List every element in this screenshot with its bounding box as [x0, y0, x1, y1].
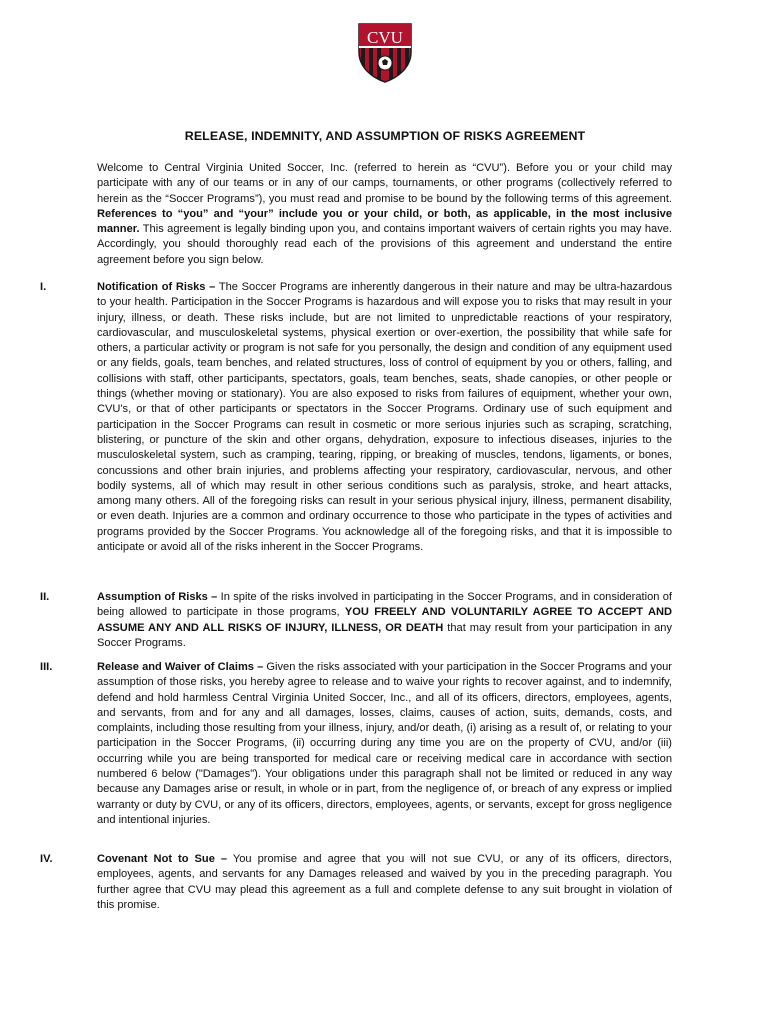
- cvu-crest-logo: [357, 22, 413, 84]
- section-body: [97, 590, 672, 651]
- intro-bold-text: References to “you” and “your” include you or your child, or both, as applicable, in the most inclusive manner.: [97, 207, 672, 236]
- section-text: In spite of the risks involved in participating in the Soccer Programs, and in consideration of being allowed to participate in those programs,: [97, 591, 673, 619]
- section-text-end: that may result from your participation in any Soccer Programs.: [97, 621, 673, 649]
- section-heading: Notification of Risks –: [97, 281, 216, 293]
- section-heading: Covenant Not to Sue –: [97, 853, 228, 865]
- section-text: Given the risks associated with your participation in the Soccer Programs and your assumption of those risks, you hereby agree to release and to waive your rights to recover against, and to indemnify, defend and hold harmless Central Virginia United Soccer, Inc., and all of its officers, directors, employees, agents, and servants, from and for any and all damages, losses, claims, causes of action, suits, demands, costs, and complaints, including those resulting from your illness, injury, and/or death, (i) arising as a result of, or relating to your participation in the Soccer Programs, (ii) occurring during any time you are on the property of CVU, and/or (iii) occurring while you are being transported for medical care or receiving medical care in accordance with section numbered 6 below ("Damages"). Your obligations under this paragraph shall not be limited or reduced in any way because any Damages arise or result, in whole or in part, from the negligence of, or breach of any express or implied warranty or duty by CVU, or any of its officers, directors, employees, agents, or servants, except for gross negligence and intentional injuries.: [97, 661, 672, 826]
- section-number: IV.: [40, 853, 53, 865]
- section-heading: Assumption of Risks –: [97, 591, 218, 603]
- section-body: [97, 852, 672, 913]
- section-text: The Soccer Programs are inherently dangerous in their nature and may be ultra-hazardous to your health. Participation in the Soccer Programs is hazardous and will expose you to risks that may result in your injury, illness, or death. These risks include, but are not limited to unpredictable reactions of your respiratory, cardiovascular, and musculoskeletal systems, physical exertion or over-exertion, the possibility that while safe for others, a particular activity or program is not safe for you personally, the design and condition of any equipment used or any fields, goals, team benches, and related structures, loss of control of equipment by you or others, falling, and collisions with staff, other participants, spectators, goals, team benches, seats, shade canopies, or other people or things (whether moving or stationary). You are also exposed to risks from failures of equipment, whether your own, CVU's, or that of other participants or spectators in the Soccer Programs. Ordinary use of such equipment and participation in the Soccer Programs can result in cosmetic or more serious injuries such as scraping, scratching, blistering, or puncture of the skin and other organs, dehydration, exposure to infectious diseases, injuries to the musculoskeletal system, such as cramping, tearing, ripping, or breaking of muscles, tendons, ligaments, or bones, concussions and other brain injuries, and problems affecting your respiratory, cardiovascular, nervous, and other bodily systems, all of which may result in other serious conditions such as paralysis, stroke, and heart attacks, among many others. All of the foregoing risks can result in your serious physical injury, illness, permanent disability, or even death. Injuries are a common and ordinary occurrence to those who participate in the types of activities and programs provided by the Soccer Programs. You acknowledge all of the foregoing risks, and that it is impossible to anticipate or avoid all of the risks inherent in the Soccer Programs.: [97, 281, 672, 554]
- section-number: I.: [40, 281, 47, 293]
- intro-text-end: This agreement is legally binding upon you, and contains important waivers of certain rights you may have. Accordingly, you should thoroughly read each of the provisions of this agreement and understand the entire agreement before you sign below.: [97, 223, 672, 266]
- document-title: RELEASE, INDEMNITY, AND ASSUMPTION OF RISKS AGREEMENT: [184, 129, 586, 143]
- intro-paragraph: [97, 161, 672, 268]
- section-bold-text: YOU FREELY AND VOLUNTARILY AGREE TO ACCEPT AND ASSUME ANY AND ALL RISKS OF INJURY, ILLNESS, OR DEATH: [97, 606, 672, 634]
- section-body: [97, 280, 672, 555]
- crest-letters: CVU: [367, 28, 403, 47]
- section-text: You promise and agree that you will not sue CVU, or any of its officers, directors, employees, agents, and servants for any Damages released and waived by you in the preceding paragraph. You further agree that CVU may plead this agreement as a full and complete defense to any suit brought in violation of this promise.: [97, 853, 672, 911]
- section-body: [97, 660, 672, 828]
- section-heading: Release and Waiver of Claims –: [97, 661, 264, 673]
- section-number: III.: [40, 661, 53, 673]
- section-number: II.: [40, 591, 50, 603]
- intro-text: Welcome to Central Virginia United Soccer, Inc. (referred to herein as “CVU”). Before you or your child may participate with any of our teams or in any of our camps, tournaments, or other programs (collectively referred to herein as the “Soccer Programs”), you must read and promise to be bound by the following terms of this agreement.: [97, 162, 672, 205]
